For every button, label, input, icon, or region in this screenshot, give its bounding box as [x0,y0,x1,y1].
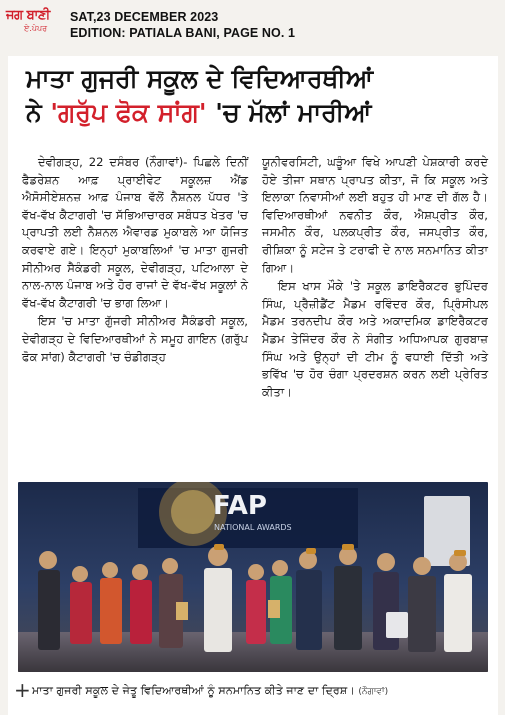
caption-text-block [32,684,472,699]
body-column-right [262,154,488,401]
edition-line: EDITION: PATIALA BANI, PAGE NO. 1 [70,26,296,40]
headline-line-1: ਮਾਤਾ ਗੁਜਰੀ ਸਕੂਲ ਦੇ ਵਿਦਿਆਰਥੀਆਂ [26,64,374,93]
article-headline [26,62,486,130]
headline-suffix: 'ਚ ਮੱਲਾਂ ਮਾਰੀਆਂ [206,98,372,127]
issue-date: SAT,23 DECEMBER 2023 [70,10,219,24]
masthead [0,0,505,50]
headline-line-2 [26,96,486,130]
news-article [8,56,498,715]
edition-meta [70,9,295,41]
article-body [22,154,488,534]
award-ceremony-photo [18,482,488,672]
body-paragraph: ਦੇਵੀਗੜ੍ਹ, 22 ਦਸੰਬਰ (ਨੌਗਾਵਾਂ)- ਪਿਛਲੇ ਦਿਨੀਂ ਫੈਡਰੇਸ਼ਨ ਆਫ਼ ਪ੍ਰਾਈਵੇਟ ਸਕੂਲਜ਼ ਐਂਡ ਐਸੋਸੀਏਸ਼ਨਜ਼ ਆਫ਼ ਪੰਜਾਬ ਵੱਲੋਂ ਨੈਸ਼ਨਲ ਪੱਧਰ 'ਤੇ ਵੱਖ-ਵੱਖ ਕੈਟਾਗਰੀ 'ਚ ਸੱਭਿਆਚਾਰਕ ਸਬੰਧਤ ਖੇਤਰ 'ਚ ਪ੍ਰਾਪਤੀ ਲਈ ਨੈਸ਼ਨਲ ਐਵਾਰਡ ਮੁਕਾਬਲੇ ਆ ਯੋਜਿਤ ਕਰਵਾਏ ਗਏ। ਇਨ੍ਹਾਂ ਮੁਕਾਬਲਿਆਂ 'ਚ ਮਾਤਾ ਗੁਜਰੀ ਸੀਨੀਅਰ ਸੈਕੰਡਰੀ ਸਕੂਲ, ਦੇਵੀਗੜ੍ਹ, ਪਟਿਆਲਾ ਦੇ ਨਾਲ-ਨਾਲ ਪੰਜਾਬ ਅਤੇ ਹੋਰ ਰਾਜਾਂ ਦੇ ਵੱਖ-ਵੱਖ ਸਕੂਲਾਂ ਨੇ ਵੱਖ-ਵੱਖ ਕੈਟਾਗਰੀ 'ਚ ਭਾਗ ਲਿਆ। [22,155,248,310]
banner-subtitle: NATIONAL AWARDS [214,523,292,532]
jagbani-logo [6,8,64,44]
logo-text: ਜਗ ਬਾਣੀ [6,8,50,23]
headline-prefix: ਨੇ [26,98,51,127]
body-paragraph: ਯੂਨੀਵਰਸਿਟੀ, ਘੜੂੰਆ ਵਿਖੇ ਆਪਣੀ ਪੇਸ਼ਕਾਰੀ ਕਰਦੇ ਹੋਏ ਤੀਜਾ ਸਥਾਨ ਪ੍ਰਾਪਤ ਕੀਤਾ, ਜੋ ਕਿ ਸਕੂਲ ਅਤੇ ਇਲਾਕਾ ਨਿਵਾਸੀਆਂ ਲਈ ਬਹੁਤ ਹੀ ਮਾਣ ਦੀ ਗੱਲ ਹੈ। ਵਿਦਿਆਰਥੀਆਂ ਨਵਨੀਤ ਕੌਰ, ਐਸ਼ਪ੍ਰੀਤ ਕੌਰ, ਜਸਮੀਨ ਕੌਰ, ਪਲਕਪ੍ਰੀਤ ਕੌਰ, ਜਸਪ੍ਰੀਤ ਕੌਰ, ਰੀਸ਼ਿਕਾ ਨੂੰ ਸਟੇਜ ਤੇ ਟਰਾਫੀ ਦੇ ਨਾਲ ਸਨਮਾਨਿਤ ਕੀਤਾ ਗਿਆ। [262,155,488,275]
body-column-left [22,154,248,366]
body-paragraph: ਇਸ ਖਾਸ ਮੌਕੇ 'ਤੇ ਸਕੂਲ ਡਾਇਰੈਕਟਰ ਭੁਪਿੰਦਰ ਸਿੰਘ, ਪ੍ਰੈਜ਼ੀਡੈਂਟ ਮੈਡਮ ਰਵਿੰਦਰ ਕੌਰ, ਪ੍ਰਿੰਸੀਪਲ ਮੈਡਮ ਤਰਨਦੀਪ ਕੌਰ ਅਤੇ ਅਕਾਦਮਿਕ ਡਾਇਰੈਕਟਰ ਮੈਡਮ ਤੇਜਿੰਦਰ ਕੌਰ ਨੇ ਸੰਗੀਤ ਅਧਿਆਪਕ ਗੁਰਬਾਜ਼ ਸਿੰਘ ਅਤੇ ਉਨ੍ਹਾਂ ਦੀ ਟੀਮ ਨੂੰ ਵਧਾਈ ਦਿੱਤੀ ਅਤੇ ਭਵਿੱਖ 'ਚ ਹੋਰ ਚੰਗਾ ਪ੍ਰਦਰਸ਼ਨ ਕਰਨ ਲਈ ਪ੍ਰੇਰਿਤ ਕੀਤਾ। [262,279,488,399]
caption-credit: (ਨੌਗਾਵਾਂ) [358,687,389,697]
logo-subtext: ਏ.ਪੇਪਰ [24,24,48,33]
caption-marker: + [14,678,31,702]
body-paragraph: ਇਸ 'ਚ ਮਾਤਾ ਗੁੱਜਰੀ ਸੀਨੀਅਰ ਸੈਕੰਡਰੀ ਸਕੂਲ, ਦੇਵੀਗੜ੍ਹ ਦੇ ਵਿਦਿਆਰਥੀਆਂ ਨੇ ਸਮੂਹ ਗਾਇਨ (ਗਰੁੱਪ ਫੋਕ ਸਾਂਗ) ਕੈਟਾਗਰੀ 'ਚ ਚੰਡੀਗੜ੍ਹ [22,314,248,364]
photo-caption [8,676,498,706]
banner-logo-text: FAP [213,491,267,521]
caption-text: ਮਾਤਾ ਗੁਜਰੀ ਸਕੂਲ ਦੇ ਜੇਤੂ ਵਿਦਿਆਰਥੀਆਂ ਨੂੰ ਸਨਮਾਨਿਤ ਕੀਤੇ ਜਾਣ ਦਾ ਦ੍ਰਿਸ਼। [32,684,355,697]
headline-quoted-phrase: 'ਗਰੁੱਪ ਫੋਕ ਸਾਂਗ' [50,98,207,127]
